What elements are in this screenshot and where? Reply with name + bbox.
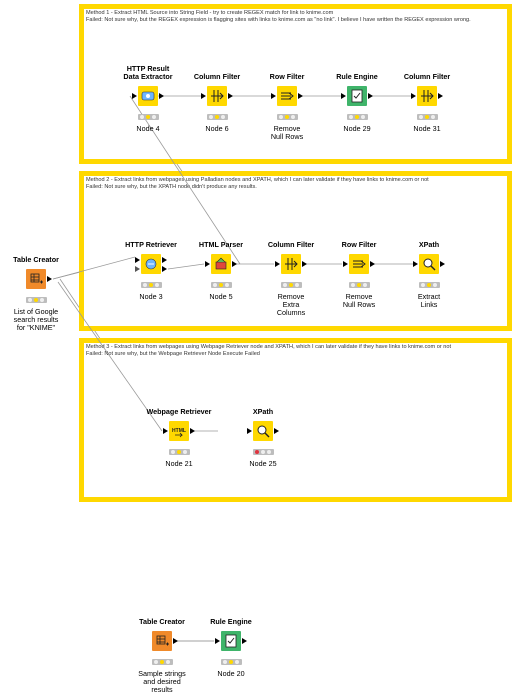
input-port[interactable] bbox=[205, 261, 210, 267]
annotation-text: Method 2 - Extract links from webpages using Palladian nodes and XPATH, which I can later validate if they have links to knime.com or not Failed: Not sure why, but the XPATH node didn't produce any results. bbox=[86, 177, 429, 190]
node-label[interactable]: Node 3 bbox=[139, 292, 163, 301]
input-port[interactable] bbox=[163, 428, 168, 434]
node-title: Row Filter bbox=[269, 72, 305, 81]
input-port[interactable] bbox=[247, 428, 252, 434]
input-port[interactable] bbox=[271, 93, 276, 99]
output-port[interactable] bbox=[274, 428, 279, 434]
node-status-lights bbox=[281, 282, 302, 288]
output-port[interactable] bbox=[173, 638, 178, 644]
node-label[interactable]: Node 20 bbox=[217, 669, 245, 678]
column-filter-icon[interactable] bbox=[207, 86, 227, 106]
node-label[interactable]: Remove Null Rows bbox=[270, 124, 304, 141]
node-label[interactable]: Remove Null Rows bbox=[342, 292, 376, 309]
node-status-lights bbox=[169, 449, 190, 455]
output-port-2[interactable] bbox=[162, 266, 167, 272]
xpath-icon[interactable] bbox=[419, 254, 439, 274]
node-status-lights bbox=[253, 449, 274, 455]
node-label[interactable]: Node 6 bbox=[205, 124, 229, 133]
input-port[interactable] bbox=[413, 261, 418, 267]
node-status-lights bbox=[207, 114, 228, 120]
node-status-lights bbox=[347, 114, 368, 120]
node-title: Webpage Retriever bbox=[146, 407, 212, 416]
node-title: XPath bbox=[252, 407, 274, 416]
node-status-lights bbox=[138, 114, 159, 120]
node-label[interactable]: Node 25 bbox=[249, 459, 277, 468]
node-status-lights bbox=[26, 297, 47, 303]
annotation-text: Method 1 - Extract HTML Source into String Field - try to create REGEX match for link to knime.com Failed: Not sure why, but the REGEX expression is flagging sites with links to knime.com as "no link". I believe I have written the REGEX expression wrong. bbox=[86, 10, 471, 23]
output-port[interactable] bbox=[368, 93, 373, 99]
http-retriever-icon[interactable] bbox=[141, 254, 161, 274]
annotation-method-3[interactable] bbox=[79, 338, 512, 502]
output-port[interactable] bbox=[228, 93, 233, 99]
node-status-lights bbox=[419, 282, 440, 288]
node-status-lights bbox=[211, 282, 232, 288]
output-port[interactable] bbox=[47, 276, 52, 282]
row-filter-icon[interactable] bbox=[349, 254, 369, 274]
node-label[interactable]: Remove Extra Columns bbox=[276, 292, 306, 317]
node-label[interactable]: Node 21 bbox=[165, 459, 193, 468]
output-port[interactable] bbox=[440, 261, 445, 267]
rule-engine-icon[interactable] bbox=[221, 631, 241, 651]
node-status-lights bbox=[417, 114, 438, 120]
annotation-text: Method 3 - Extract links from webpages using Webpage Retriever node and XPATH, which I can later validate if they have links to knime.com or not Failed: Not sure why, but the Webpage Retriever Node Execute Failed bbox=[86, 344, 452, 357]
output-port[interactable] bbox=[162, 257, 167, 263]
node-status-lights bbox=[349, 282, 370, 288]
html-parser-icon[interactable] bbox=[211, 254, 231, 274]
node-title: Column Filter bbox=[267, 240, 315, 249]
input-port[interactable] bbox=[132, 93, 137, 99]
node-status-lights bbox=[141, 282, 162, 288]
input-port[interactable] bbox=[215, 638, 220, 644]
node-title: Table Creator bbox=[139, 617, 185, 626]
node-label[interactable]: Node 31 bbox=[413, 124, 441, 133]
output-port[interactable] bbox=[302, 261, 307, 267]
output-port[interactable] bbox=[159, 93, 164, 99]
column-filter-icon[interactable] bbox=[281, 254, 301, 274]
node-title: Row Filter bbox=[341, 240, 377, 249]
node-status-lights bbox=[152, 659, 173, 665]
webpage-retriever-icon[interactable] bbox=[169, 421, 189, 441]
node-title: Table Creator bbox=[13, 255, 59, 264]
node-title: Rule Engine bbox=[336, 72, 378, 81]
node-label[interactable]: Node 29 bbox=[343, 124, 371, 133]
input-port[interactable] bbox=[275, 261, 280, 267]
node-label[interactable]: Sample strings and desired results bbox=[138, 669, 186, 694]
input-port[interactable] bbox=[201, 93, 206, 99]
svg-text:HTML: HTML bbox=[172, 428, 186, 434]
output-port[interactable] bbox=[232, 261, 237, 267]
input-port[interactable] bbox=[343, 261, 348, 267]
column-filter-icon[interactable] bbox=[417, 86, 437, 106]
node-title: Column Filter bbox=[403, 72, 451, 81]
node-title: Rule Engine bbox=[210, 617, 252, 626]
row-filter-icon[interactable] bbox=[277, 86, 297, 106]
node-label[interactable]: List of Google search results for "KNIME" bbox=[13, 307, 59, 332]
http-result-extractor-icon[interactable] bbox=[138, 86, 158, 106]
node-title: XPath bbox=[418, 240, 440, 249]
input-port[interactable] bbox=[411, 93, 416, 99]
table-creator-icon[interactable] bbox=[26, 269, 46, 289]
table-creator-icon[interactable] bbox=[152, 631, 172, 651]
node-status-lights bbox=[277, 114, 298, 120]
node-title: HTTP Result Data Extractor bbox=[123, 64, 173, 81]
node-title: HTML Parser bbox=[198, 240, 244, 249]
node-status-lights bbox=[221, 659, 242, 665]
output-port[interactable] bbox=[370, 261, 375, 267]
output-port[interactable] bbox=[298, 93, 303, 99]
output-port[interactable] bbox=[242, 638, 247, 644]
rule-engine-icon[interactable] bbox=[347, 86, 367, 106]
input-port-optional[interactable] bbox=[135, 266, 140, 272]
input-port[interactable] bbox=[341, 93, 346, 99]
output-port[interactable] bbox=[190, 428, 195, 434]
node-title: HTTP Retriever bbox=[125, 240, 177, 249]
output-port[interactable] bbox=[438, 93, 443, 99]
node-title: Column Filter bbox=[193, 72, 241, 81]
node-label[interactable]: Extract Links bbox=[417, 292, 441, 309]
node-label[interactable]: Node 5 bbox=[209, 292, 233, 301]
xpath-icon[interactable] bbox=[253, 421, 273, 441]
node-label[interactable]: Node 4 bbox=[136, 124, 160, 133]
input-port[interactable] bbox=[135, 257, 140, 263]
